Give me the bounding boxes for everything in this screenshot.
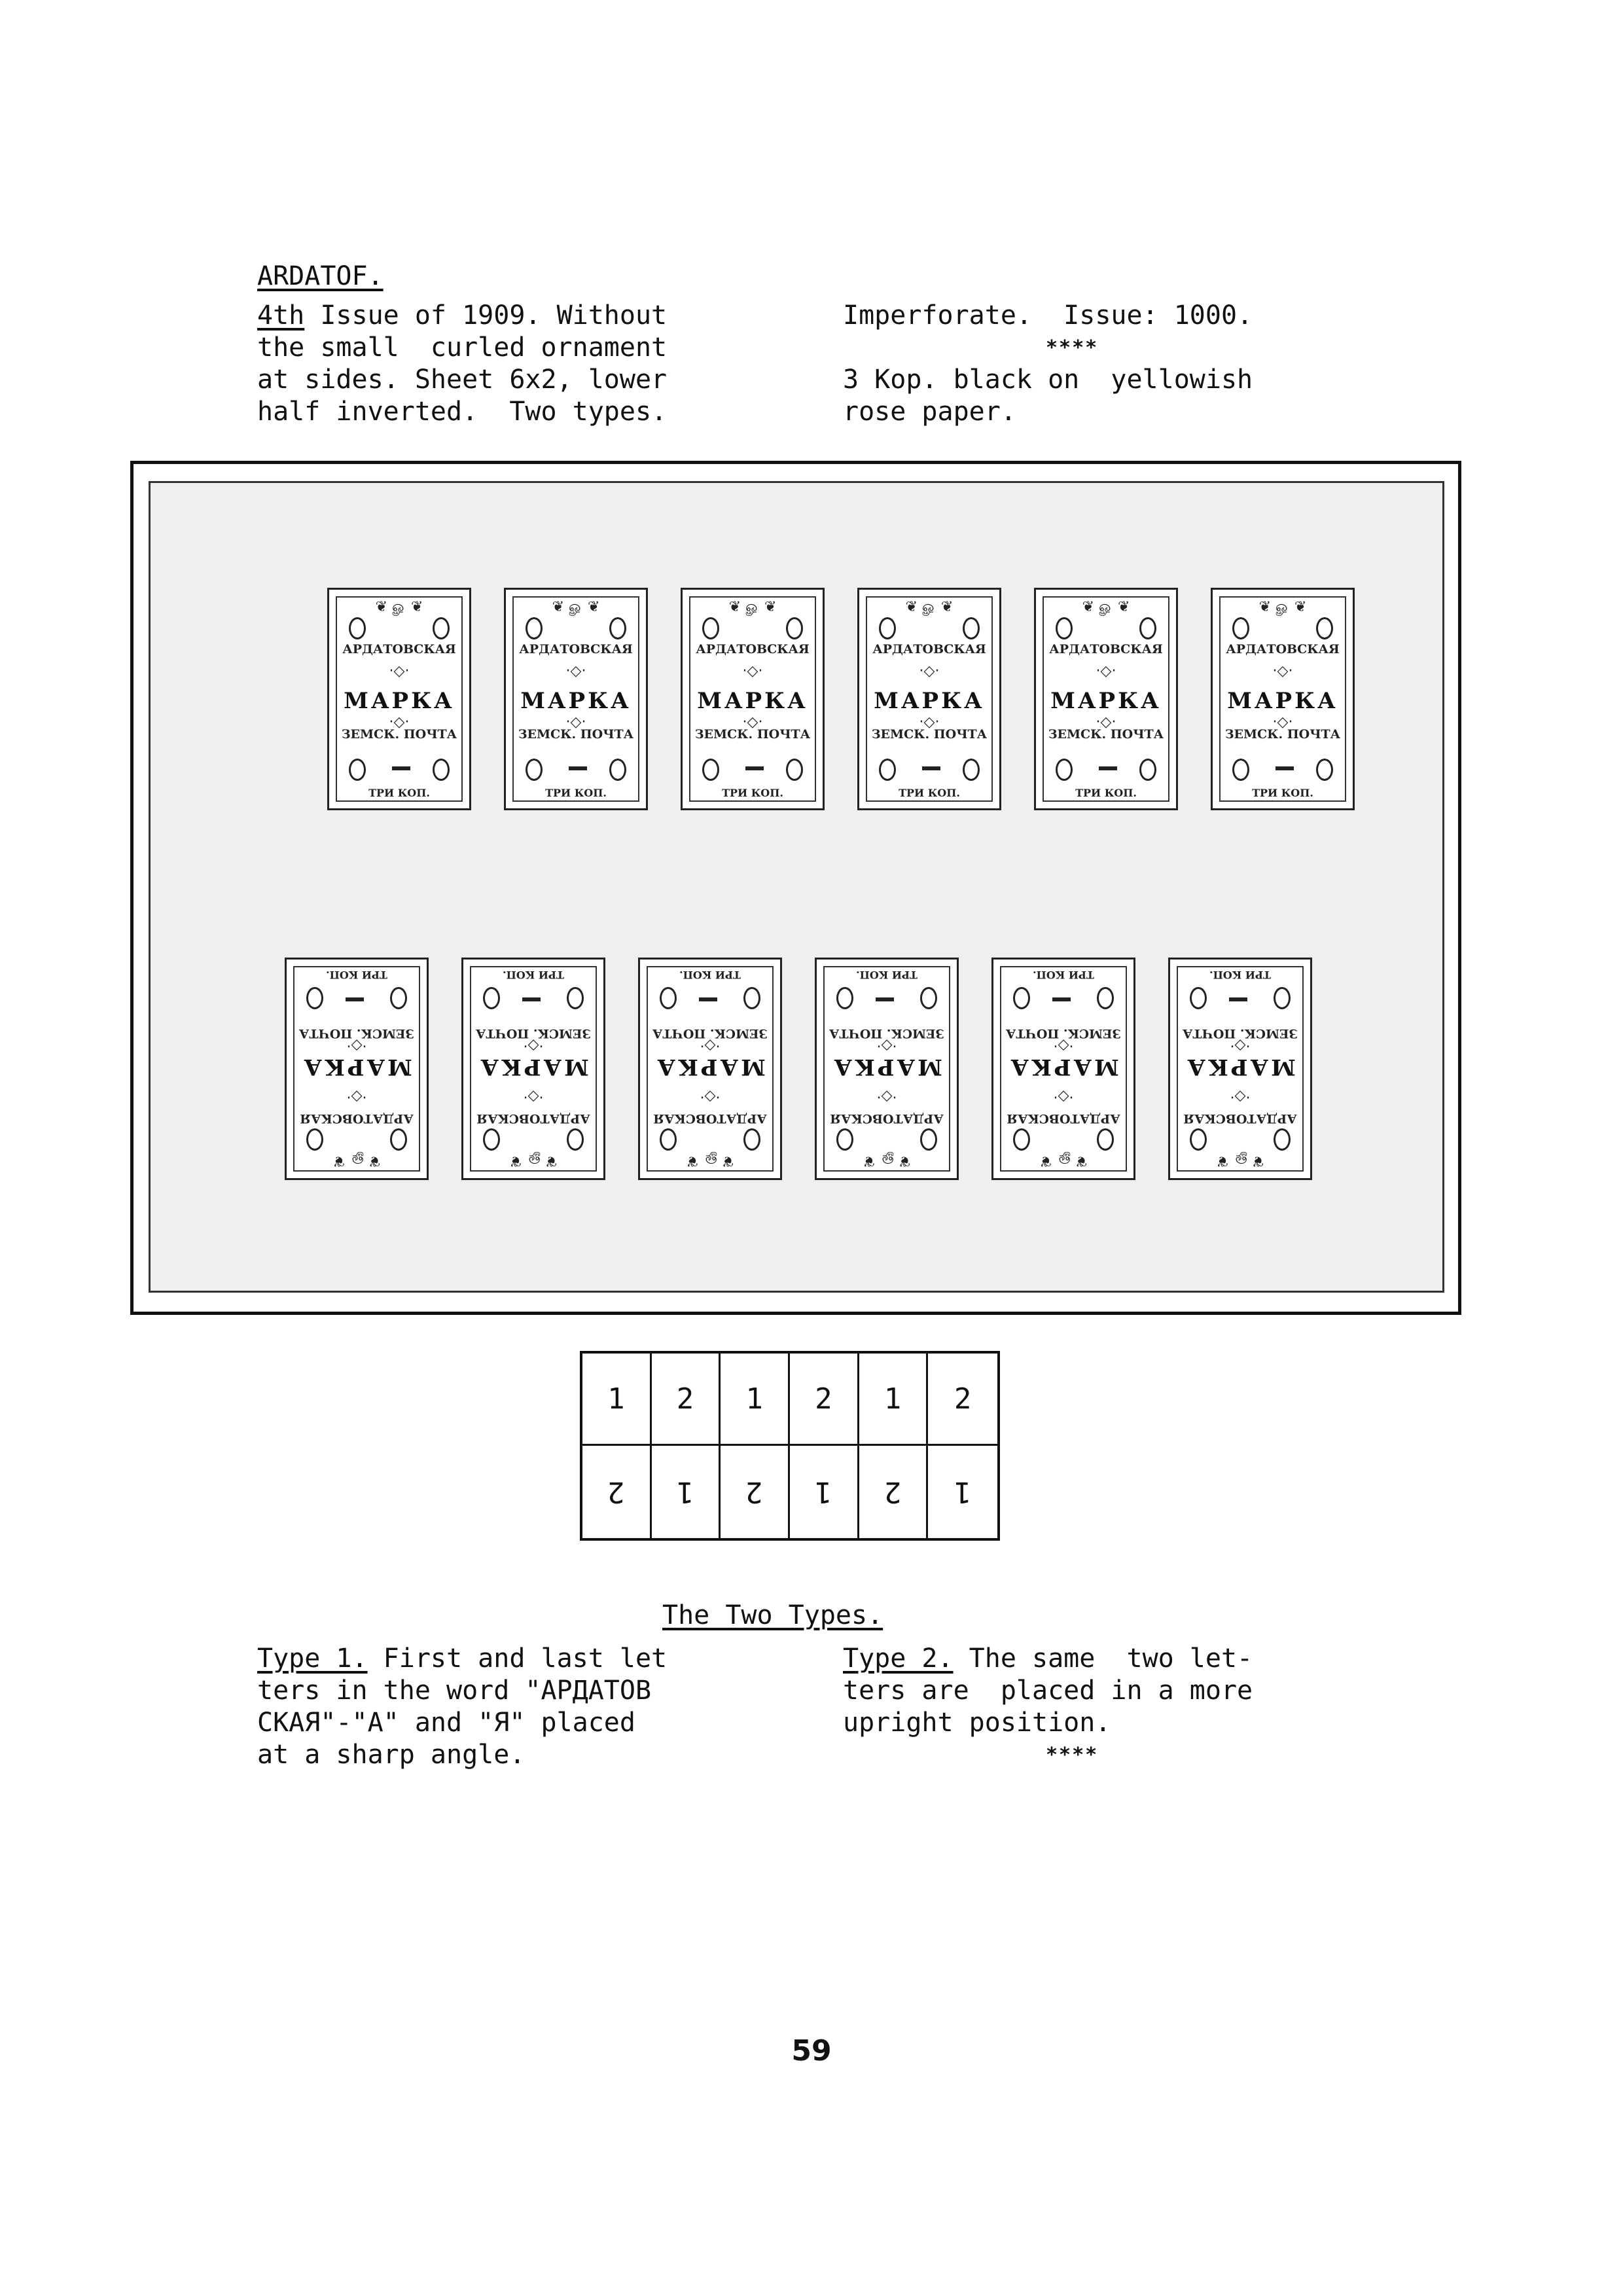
stamp-value: ТРИ КОП.: [856, 969, 918, 981]
ornament-top: ❦ ௐ ❦: [905, 599, 954, 615]
corner-circle: [743, 1128, 760, 1151]
stamp-sheet-plate: [130, 461, 1461, 1315]
issue-number: 4th: [257, 300, 305, 331]
intro-right-line3: rose paper.: [843, 397, 1016, 427]
type1-label: Type 1.: [257, 1643, 368, 1674]
stamp-main-text: МАРКА: [654, 1054, 766, 1080]
sheet-layout-grid: [580, 1351, 1000, 1541]
intro-left-line4: half inverted. Two types.: [257, 397, 668, 427]
type1-line4: at a sharp angle.: [257, 1740, 526, 1770]
grid-cell-top-2: [652, 1354, 721, 1446]
type2-line2: ters are placed in a more: [843, 1676, 1253, 1706]
stamp-design: [683, 590, 823, 808]
stamp-design: [329, 590, 469, 808]
ornament-mid-lower: ·◇·: [565, 714, 586, 730]
corner-circle: [660, 1128, 677, 1151]
ornament-top: ❦ ௐ ❦: [332, 1153, 381, 1169]
value-dash: [922, 766, 940, 770]
corner-circle: [660, 987, 677, 1009]
ornament-mid-lower: ·◇·: [1230, 1037, 1251, 1054]
stamp-design: [640, 960, 780, 1178]
corner-circle: [836, 987, 853, 1009]
ornament-mid: ·◇·: [346, 1088, 367, 1105]
ornament-top: ❦ ௐ ❦: [863, 1153, 911, 1169]
intro-left-line1-rest: Issue of 1909. Without: [304, 300, 668, 331]
stamp-sheet: [149, 481, 1444, 1293]
grid-cell-type-number: 2: [954, 1382, 972, 1416]
corner-circle: [306, 987, 323, 1009]
stamp-top-arc: АРДАТОВСКАЯ: [300, 1111, 414, 1126]
value-dash: [876, 997, 894, 1001]
stamp-main-text: МАРКА: [831, 1054, 942, 1080]
stamp-main-text: МАРКА: [1008, 1054, 1119, 1080]
ornament-mid-lower: ·◇·: [700, 1037, 721, 1054]
ornament-mid-lower: ·◇·: [919, 714, 940, 730]
type1-line1-rest: First and last let: [367, 1643, 668, 1674]
corner-circle: [920, 987, 937, 1009]
corner-circle: [609, 759, 626, 781]
stamp-top-arc: АРДАТОВСКАЯ: [830, 1111, 944, 1126]
value-dash: [569, 766, 587, 770]
stamp-value: ТРИ КОП.: [545, 787, 607, 799]
stamp-design: [859, 590, 999, 808]
stamp-upright-2: [504, 588, 648, 810]
page-number: 59: [791, 2034, 832, 2068]
stamp-bottom-arc: ЗЕМСК. ПОЧТА: [1224, 727, 1341, 742]
stamp-main-text: МАРКА: [697, 688, 808, 714]
stamp-bottom-arc: ЗЕМСК. ПОЧТА: [475, 1026, 592, 1041]
grid-cell-top-4: [790, 1354, 859, 1446]
ornament-top: ❦ ௐ ❦: [1082, 599, 1130, 615]
stamp-value: ТРИ КОП.: [368, 787, 430, 799]
ornament-mid: ·◇·: [1272, 663, 1293, 679]
intro-left-line1: [257, 300, 667, 332]
corner-circle: [1274, 987, 1291, 1009]
grid-cell-type-number: 2: [883, 1475, 902, 1509]
grid-cell-type-number: 1: [607, 1382, 625, 1416]
stamp-design: [817, 960, 957, 1178]
ornament-top: ❦ ௐ ❦: [686, 1153, 734, 1169]
corner-circle: [1056, 759, 1073, 781]
stamp-main-text: МАРКА: [1050, 688, 1162, 714]
stamp-value: ТРИ КОП.: [1209, 969, 1271, 981]
value-dash: [1052, 997, 1071, 1001]
stamp-bottom-arc: ЗЕМСК. ПОЧТА: [652, 1026, 768, 1041]
corner-circle: [1190, 987, 1207, 1009]
stamp-top-arc: АРДАТОВСКАЯ: [1183, 1111, 1297, 1126]
stamp-design: [993, 960, 1133, 1178]
grid-cell-type-number: 2: [676, 1382, 694, 1416]
corner-circle: [349, 617, 366, 639]
value-dash: [1099, 766, 1117, 770]
stamp-top-arc: АРДАТОВСКАЯ: [872, 642, 986, 656]
ornament-mid: ·◇·: [1230, 1088, 1251, 1105]
corner-circle: [1139, 759, 1156, 781]
corner-circle: [743, 987, 760, 1009]
type1-line1: [257, 1643, 667, 1675]
corner-circle: [786, 617, 803, 639]
type2-line3: upright position.: [843, 1708, 1111, 1738]
corner-circle: [1316, 759, 1333, 781]
corner-circle: [390, 987, 407, 1009]
corner-circle: [702, 617, 719, 639]
corner-circle: [836, 1128, 853, 1151]
page-heading: ARDATOF.: [257, 261, 383, 291]
stamp-top-arc: АРДАТОВСКАЯ: [1226, 642, 1340, 656]
ornament-top: ❦ ௐ ❦: [1258, 599, 1307, 615]
stamp-value: ТРИ КОП.: [1075, 787, 1137, 799]
stamp-inverted-6: [1168, 958, 1312, 1180]
stamp-inverted-4: [815, 958, 959, 1180]
stamp-bottom-arc: ЗЕМСК. ПОЧТА: [1182, 1026, 1298, 1041]
grid-cell-bottom-3: [721, 1446, 790, 1538]
intro-left-line2: the small curled ornament: [257, 332, 668, 363]
grid-cell-bottom-4: [790, 1446, 859, 1538]
ornament-mid: ·◇·: [1096, 663, 1116, 679]
ornament-mid: ·◇·: [742, 663, 763, 679]
grid-cell-top-5: [859, 1354, 929, 1446]
stamp-design: [287, 960, 427, 1178]
stamp-design: [506, 590, 646, 808]
value-dash: [392, 766, 410, 770]
stamp-bottom-arc: ЗЕМСК. ПОЧТА: [298, 1026, 415, 1041]
stamp-main-text: МАРКА: [1185, 1054, 1296, 1080]
stamp-upright-4: [857, 588, 1001, 810]
stamp-design: [1036, 590, 1176, 808]
intro-left-line3: at sides. Sheet 6x2, lower: [257, 365, 668, 395]
stamp-design: [1170, 960, 1310, 1178]
grid-cell-type-number: 2: [607, 1475, 625, 1509]
stamp-top-arc: АРДАТОВСКАЯ: [1007, 1111, 1120, 1126]
ornament-mid-lower: ·◇·: [1096, 714, 1116, 730]
stamp-value: ТРИ КОП.: [722, 787, 783, 799]
ornament-mid: ·◇·: [1053, 1088, 1074, 1105]
ornament-mid: ·◇·: [700, 1088, 721, 1105]
stamp-main-text: МАРКА: [874, 688, 985, 714]
corner-circle: [390, 1128, 407, 1151]
intro-right-line1: Imperforate. Issue: 1000.: [843, 300, 1253, 331]
corner-circle: [433, 617, 450, 639]
stamp-value: ТРИ КОП.: [899, 787, 960, 799]
value-dash: [522, 997, 541, 1001]
stamp-top-arc: АРДАТОВСКАЯ: [1049, 642, 1163, 656]
stamp-upright-1: [327, 588, 471, 810]
types-heading: The Two Types.: [662, 1600, 883, 1630]
grid-cell-bottom-5: [859, 1446, 929, 1538]
corner-circle: [1139, 617, 1156, 639]
stamp-bottom-arc: ЗЕМСК. ПОЧТА: [829, 1026, 945, 1041]
stamp-value: ТРИ КОП.: [1033, 969, 1094, 981]
stamp-upright-3: [681, 588, 825, 810]
ornament-mid-lower: ·◇·: [389, 714, 410, 730]
value-dash: [346, 997, 364, 1001]
stamp-upright-5: [1034, 588, 1178, 810]
ornament-mid-lower: ·◇·: [1053, 1037, 1074, 1054]
corner-circle: [786, 759, 803, 781]
ornament-mid: ·◇·: [876, 1088, 897, 1105]
type1-line3: СКАЯ"-"А" and "Я" placed: [257, 1708, 635, 1738]
corner-circle: [1013, 987, 1030, 1009]
grid-cell-type-number: 1: [815, 1475, 832, 1509]
corner-circle: [879, 617, 896, 639]
ornament-top: ❦ ௐ ❦: [728, 599, 777, 615]
ornament-mid-lower: ·◇·: [1272, 714, 1293, 730]
intro-right-line2: 3 Kop. black on yellowish: [843, 365, 1253, 395]
ornament-mid-lower: ·◇·: [742, 714, 763, 730]
stamp-top-arc: АРДАТОВСКАЯ: [476, 1111, 590, 1126]
stamp-bottom-arc: ЗЕМСК. ПОЧТА: [871, 727, 988, 742]
grid-cell-bottom-1: [582, 1446, 652, 1538]
grid-cell-type-number: 1: [745, 1382, 763, 1416]
ornament-mid: ·◇·: [523, 1088, 544, 1105]
grid-cell-bottom-6: [928, 1446, 997, 1538]
ornament-mid: ·◇·: [919, 663, 940, 679]
stamp-main-text: МАРКА: [520, 688, 632, 714]
stamp-main-text: МАРКА: [344, 688, 455, 714]
corner-circle: [1097, 987, 1114, 1009]
grid-cell-top-6: [928, 1354, 997, 1446]
corner-circle: [1190, 1128, 1207, 1151]
corner-circle: [1274, 1128, 1291, 1151]
ornament-top: ❦ ௐ ❦: [509, 1153, 558, 1169]
corner-circle: [963, 759, 980, 781]
ornament-mid-lower: ·◇·: [876, 1037, 897, 1054]
corner-circle: [567, 987, 584, 1009]
stamp-bottom-arc: ЗЕМСК. ПОЧТА: [694, 727, 811, 742]
type2-label: Type 2.: [843, 1643, 954, 1674]
stamp-inverted-3: [638, 958, 782, 1180]
corner-circle: [963, 617, 980, 639]
ornament-mid-lower: ·◇·: [523, 1037, 544, 1054]
ornament-top: ❦ ௐ ❦: [375, 599, 423, 615]
stamp-inverted-1: [285, 958, 429, 1180]
value-dash: [1275, 766, 1294, 770]
ornament-mid: ·◇·: [389, 663, 410, 679]
grid-cell-top-1: [582, 1354, 652, 1446]
grid-cell-type-number: 2: [745, 1475, 763, 1509]
stamp-main-text: МАРКА: [1227, 688, 1338, 714]
corner-circle: [1097, 1128, 1114, 1151]
corner-circle: [702, 759, 719, 781]
stamp-top-arc: АРДАТОВСКАЯ: [653, 1111, 767, 1126]
corner-circle: [526, 759, 543, 781]
corner-circle: [1232, 759, 1249, 781]
stamp-upright-6: [1211, 588, 1355, 810]
corner-circle: [349, 759, 366, 781]
stamp-main-text: МАРКА: [301, 1054, 412, 1080]
grid-cell-type-number: 1: [883, 1382, 902, 1416]
stamp-main-text: МАРКА: [478, 1054, 589, 1080]
grid-cell-type-number: 1: [676, 1475, 694, 1509]
stamp-value: ТРИ КОП.: [679, 969, 741, 981]
stamp-value: ТРИ КОП.: [326, 969, 387, 981]
corner-circle: [1056, 617, 1073, 639]
grid-cell-bottom-2: [652, 1446, 721, 1538]
corner-circle: [483, 987, 500, 1009]
stamp-inverted-2: [461, 958, 605, 1180]
closing-stars: ****: [1046, 1744, 1099, 1767]
corner-circle: [920, 1128, 937, 1151]
stamp-top-arc: АРДАТОВСКАЯ: [519, 642, 633, 656]
corner-circle: [1013, 1128, 1030, 1151]
ornament-mid: ·◇·: [565, 663, 586, 679]
corner-circle: [433, 759, 450, 781]
stamp-design: [1213, 590, 1353, 808]
value-dash: [699, 997, 717, 1001]
type2-line1-rest: The same two let-: [953, 1643, 1253, 1674]
corner-circle: [1316, 617, 1333, 639]
corner-circle: [1232, 617, 1249, 639]
stamp-value: ТРИ КОП.: [503, 969, 564, 981]
type1-line2: ters in the word "АРДАТОВ: [257, 1676, 652, 1706]
stamp-value: ТРИ КОП.: [1252, 787, 1313, 799]
stamp-bottom-arc: ЗЕМСК. ПОЧТА: [341, 727, 457, 742]
stamp-bottom-arc: ЗЕМСК. ПОЧТА: [1048, 727, 1164, 742]
corner-circle: [306, 1128, 323, 1151]
grid-cell-type-number: 1: [954, 1475, 972, 1509]
grid-cell-top-3: [721, 1354, 790, 1446]
grid-cell-type-number: 2: [815, 1382, 832, 1416]
corner-circle: [567, 1128, 584, 1151]
stamp-top-arc: АРДАТОВСКАЯ: [696, 642, 810, 656]
type2-line1: [843, 1643, 1253, 1675]
corner-circle: [526, 617, 543, 639]
stamp-top-arc: АРДАТОВСКАЯ: [342, 642, 456, 656]
ornament-top: ❦ ௐ ❦: [552, 599, 600, 615]
value-dash: [745, 766, 764, 770]
stamp-design: [463, 960, 603, 1178]
ornament-top: ❦ ௐ ❦: [1039, 1153, 1088, 1169]
ornament-mid-lower: ·◇·: [346, 1037, 367, 1054]
corner-circle: [609, 617, 626, 639]
separator-stars: ****: [1046, 336, 1099, 359]
value-dash: [1229, 997, 1247, 1001]
stamp-inverted-5: [991, 958, 1135, 1180]
stamp-bottom-arc: ЗЕМСК. ПОЧТА: [1005, 1026, 1122, 1041]
corner-circle: [483, 1128, 500, 1151]
stamp-bottom-arc: ЗЕМСК. ПОЧТА: [518, 727, 634, 742]
ornament-top: ❦ ௐ ❦: [1216, 1153, 1264, 1169]
corner-circle: [879, 759, 896, 781]
